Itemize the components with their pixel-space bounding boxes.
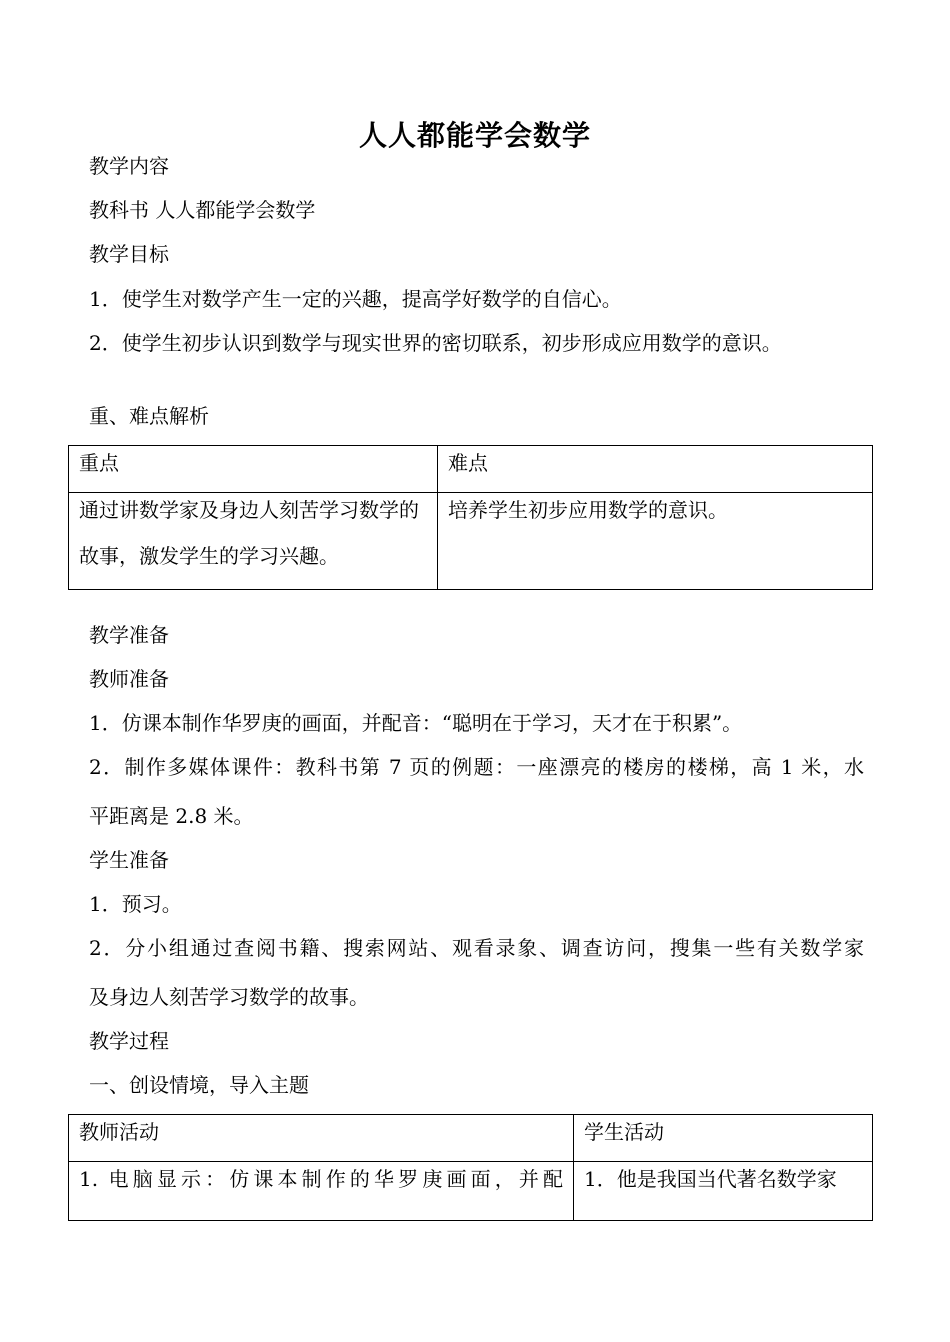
- teacher-prep-item-1: 1．仿课本制作华罗庚的画面，并配音：“聪明在于学习，天才在于积累”。: [89, 711, 743, 735]
- goal-item-2: 2．使学生初步认识到数学与现实世界的密切联系，初步形成应用数学的意识。: [89, 331, 782, 355]
- textbook-line: 教科书 人人都能学会数学: [89, 198, 316, 222]
- activities-table: [68, 1114, 873, 1221]
- student-prep-item-2: 2．分小组通过查阅书籍、搜索网站、观看录象、调查访问，搜集一些有关数学家: [89, 936, 864, 960]
- table-cell: 1. 电脑显示：仿课本制作的华罗庚画面，并配: [69, 1162, 574, 1221]
- keypoints-table: [68, 445, 873, 590]
- document-title: 人人都能学会数学: [358, 119, 591, 152]
- student-prep-item-1: 1．预习。: [89, 892, 182, 916]
- table-cell: 1．他是我国当代著名数学家: [574, 1162, 873, 1221]
- table-header-cell: 学生活动: [574, 1115, 873, 1162]
- subheading-student-prep: 学生准备: [89, 848, 169, 872]
- section-heading-goals: 教学目标: [89, 242, 169, 266]
- table-cell: 培养学生初步应用数学的意识。: [438, 493, 873, 590]
- table-header-cell: 难点: [438, 446, 873, 493]
- section-heading-process: 教学过程: [89, 1029, 169, 1053]
- table-header-cell: 重点: [69, 446, 438, 493]
- table-header-cell: 教师活动: [69, 1115, 574, 1162]
- process-step-1-heading: 一、创设情境，导入主题: [89, 1073, 309, 1097]
- section-heading-content: 教学内容: [89, 154, 169, 178]
- table-header-row: [69, 1115, 873, 1162]
- table-cell: 通过讲数学家及身边人刻苦学习数学的故事，激发学生的学习兴趣。: [69, 493, 438, 590]
- teacher-prep-item-2-cont: 平距离是 2.8 米。: [89, 804, 254, 828]
- goal-item-1: 1．使学生对数学产生一定的兴趣，提高学好数学的自信心。: [89, 287, 622, 311]
- section-heading-prep: 教学准备: [89, 623, 169, 647]
- student-prep-item-2-cont: 及身边人刻苦学习数学的故事。: [89, 985, 369, 1009]
- table-header-row: [69, 446, 873, 493]
- section-heading-keypoints: 重、难点解析: [89, 404, 209, 428]
- subheading-teacher-prep: 教师准备: [89, 667, 169, 691]
- table-row: [69, 1162, 873, 1221]
- table-row: [69, 493, 873, 590]
- teacher-prep-item-2: 2．制作多媒体课件：教科书第 7 页的例题：一座漂亮的楼房的楼梯，高 1 米，水: [89, 755, 864, 779]
